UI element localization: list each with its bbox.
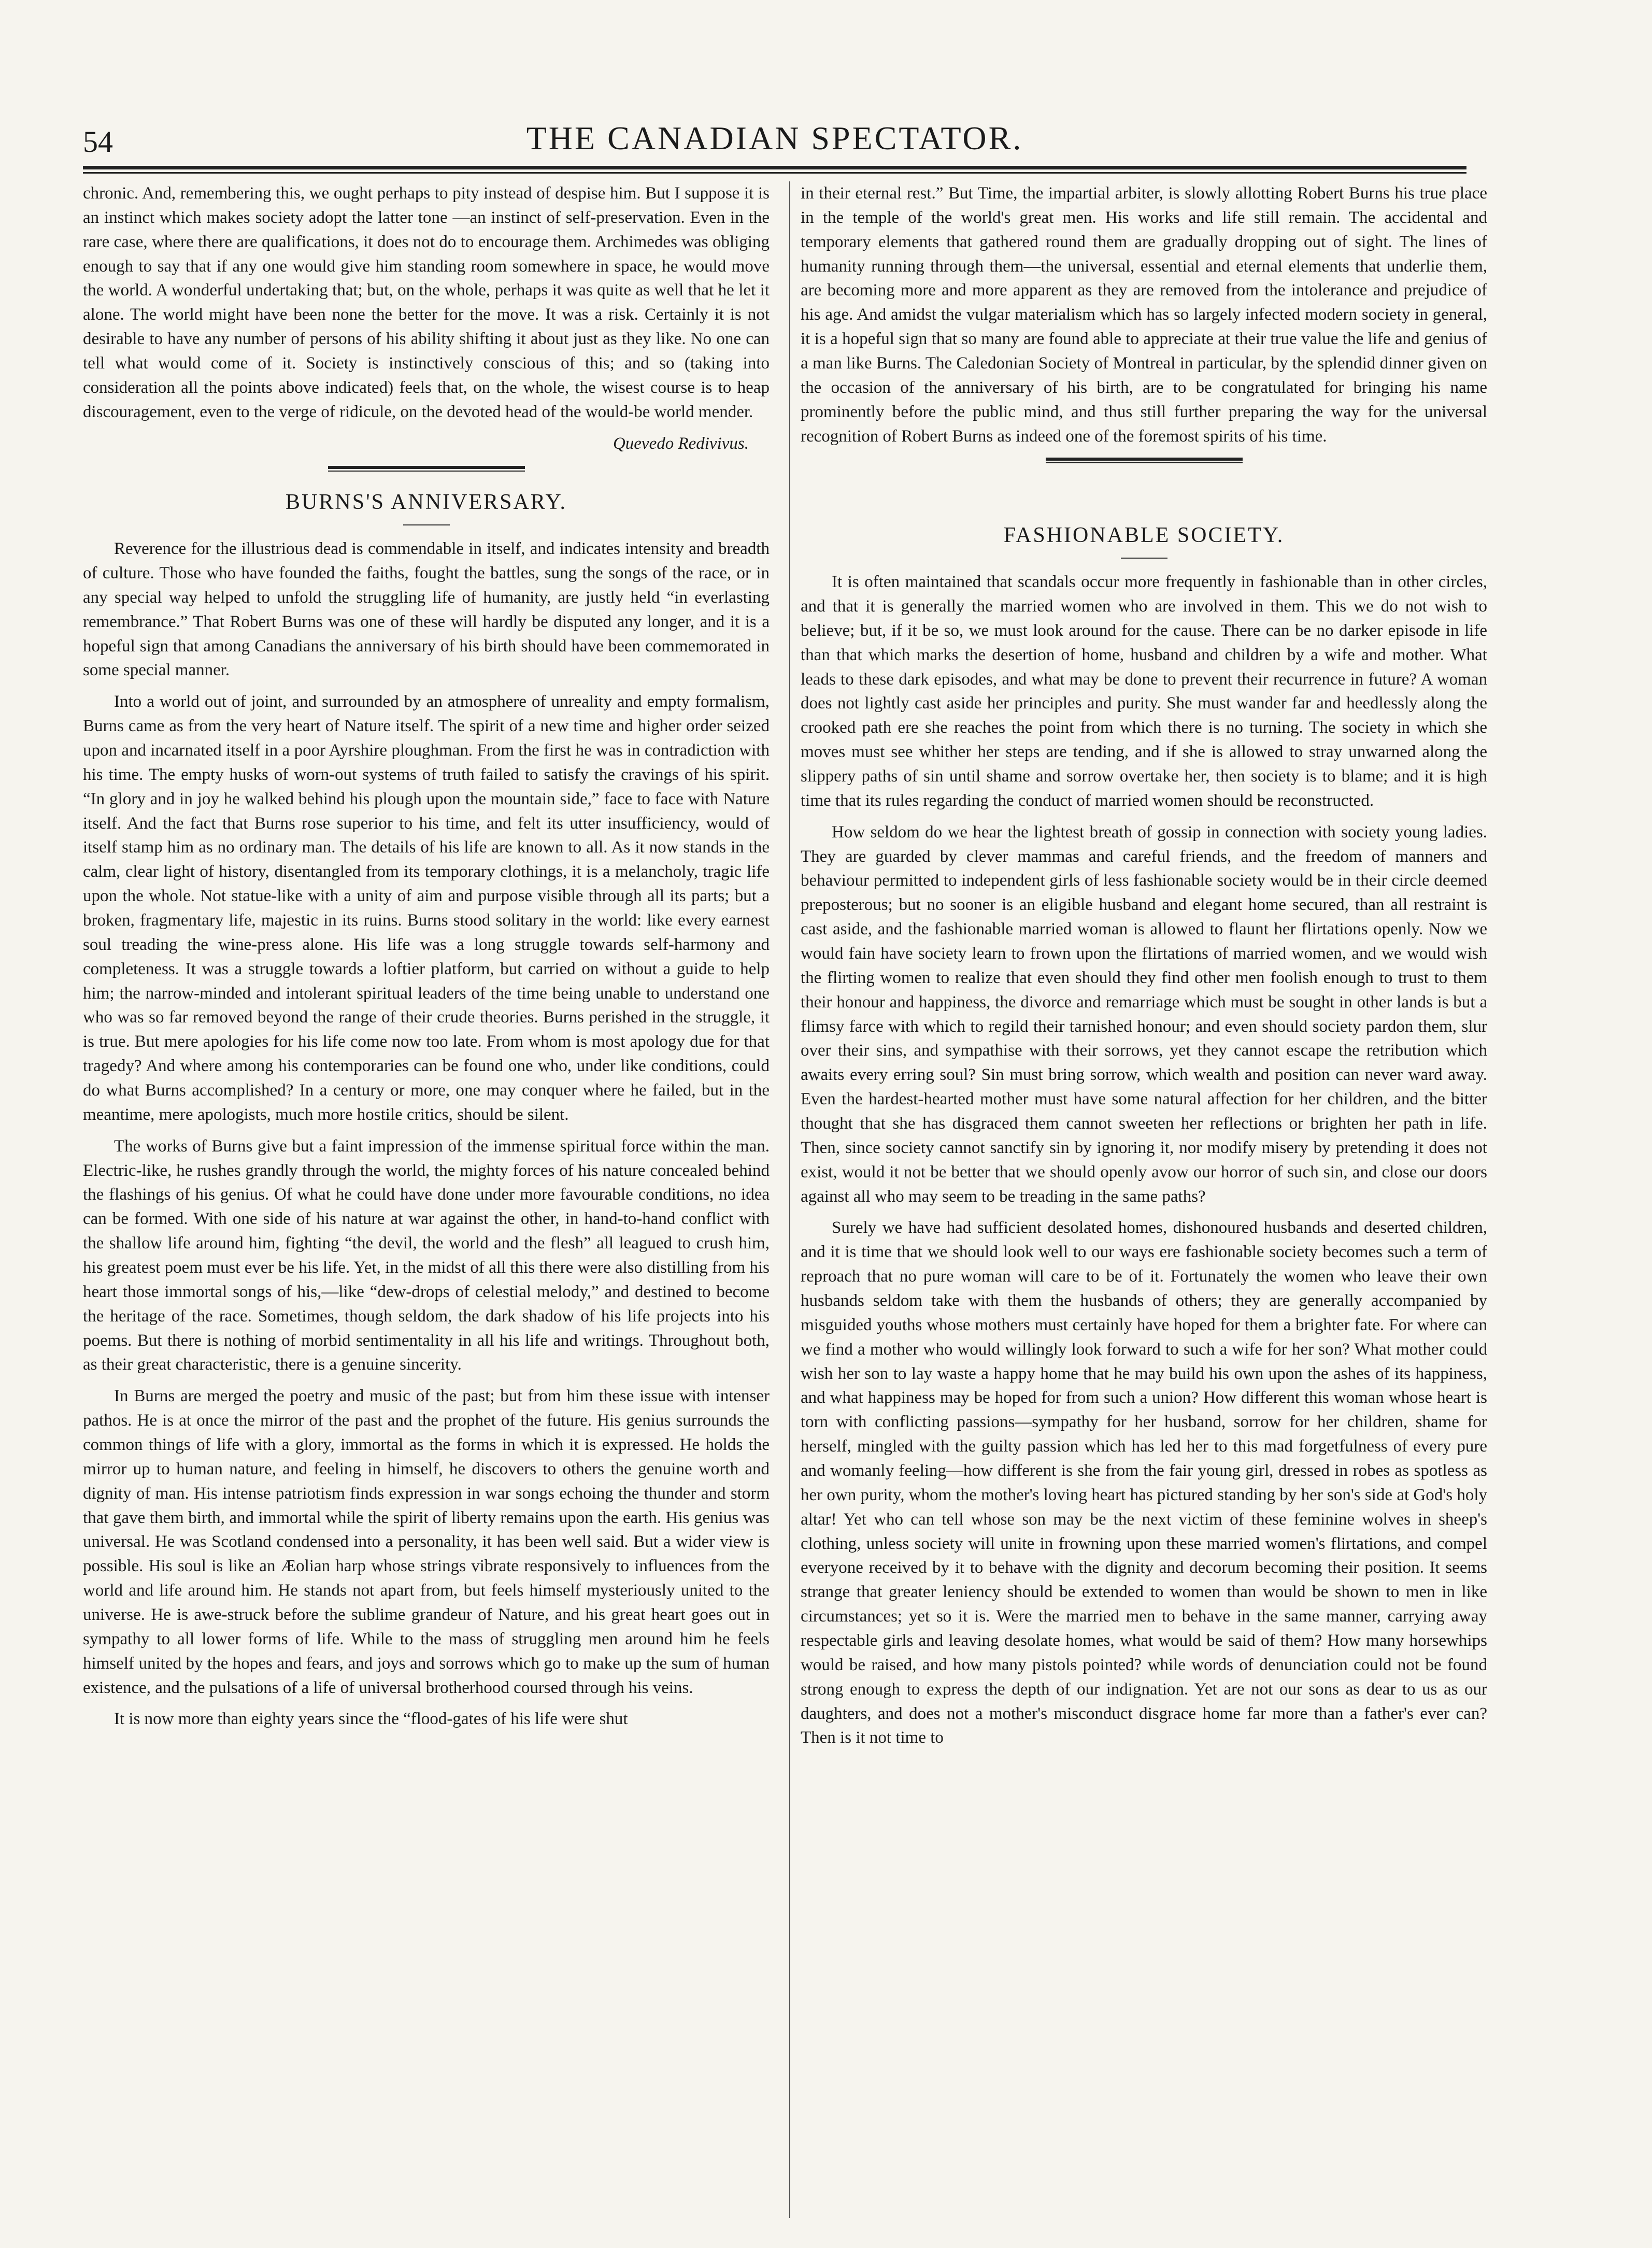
section-rule xyxy=(1046,458,1243,463)
column-divider xyxy=(789,181,790,2218)
continued-paragraph: in their eternal rest.” But Time, the impartial arbiter, is slowly allotting Robert Burns his true place in the temple of the world's great men. His works and life still remain. The accidental and temporary elements that gathered round them are gradually dropping out of sight. The lines of humanity running through them—the universal, essential and eternal elements that underlie them, are becoming more and more apparent as they are removed from the intolerance and prejudice of his age. And amidst the vulgar materialism which has so largely infected modern society in general, it is a hopeful sign that so many are found able to appreciate at their true value the life and genius of a man like Burns. The Caledonian Society of Montreal in particular, by the splendid dinner given on the occasion of the anniversary of his birth, are to be congratulated for bringing his name prominently before the public mind, and thus still further preparing the way for the universal recognition of Robert Burns as indeed one of the foremost spirits of his time. xyxy=(801,184,1487,446)
author-signature: Quevedo Redivivus. xyxy=(613,434,749,453)
page-number: 54 xyxy=(83,125,113,159)
paragraph: Surely we have had sufficient desolated homes, dishonoured husbands and deserted children, and it is time that we should look well to our ways ere fashionable society becomes such a term of reproach that no pure woman will care to be of it. Fortunately the women who leave their own husbands seldom take with them the husbands of others; they are generally accompanied by misguided youths whose mothers must certainly have hoped for them a brighter fate. For where can we find a mother who would willingly look forward to such a wife for her son? What mother could wish her son to lay waste a happy home that he may build his own upon the ashes of its happiness, and what happiness may be hoped for from such a union? How different this woman whose heart is torn with conflicting passions—sympathy for her husband, sorrow for her children, shame for herself, mingled with the guilty passion which has led her to this mad forgetfulness of every pure and womanly feeling—how different is she from the fair young girl, dressed in robes as spotless as her own purity, whom the mother's loving heart has pictured standing by her son's side at God's holy altar! Yet who can tell whose son may be the next victim of these feminine wolves in sheep's clothing, unless society will unite in frowning upon these married women's flirtations, and compel everyone received by it to behave with the dignity and decorum becoming their position. It seems strange that greater leniency should be extended to women than would be shown to men in like circumstances; yet so it is. Were the married men to behave in the same manner, carrying away respectable girls and leaving desolate homes, what would be said of them? How many horsewhips would be raised, and how many pistols pointed? while words of denunciation could not be found strong enough to express the depth of our indignation. Yet are not our sons as dear to us as our daughters, and does not a mother's misconduct disgrace home far more than a father's ever can? Then is it not time to xyxy=(801,1218,1487,1747)
header-rule xyxy=(83,166,1466,174)
journal-title: THE CANADIAN SPECTATOR. xyxy=(526,120,1023,156)
paragraph: It is now more than eighty years since the “flood-gates of his life were shut xyxy=(114,1710,628,1729)
section-title-fashionable: FASHIONABLE SOCIETY. xyxy=(1003,523,1285,548)
paragraph: The works of Burns give but a faint impression of the immense spiritual force within the man. Electric-like, he rushes grandly through the world, the mighty forces of his nature concealed behind the flashings of his genius. Of what he could have done under more favourable conditions, no idea can be formed. With one side of his nature at war against the other, in hand-to-hand conflict with the shallow life around him, fighting “the devil, the world and the flesh” all leagued to crush him, his greatest poem must ever be his life. Yet, in the midst of all this there were also distilling from his heart those immortal songs of his,—like “dew-drops of celestial melody,” and destined to become the heritage of the race. Sometimes, though seldom, the dark shadow of his life projects into his poems. But there is nothing of morbid sentimentality in all his life and writings. Throughout both, as their great characteristic, there is a genuine sincerity. xyxy=(83,1136,770,1374)
right-column xyxy=(801,181,1487,1757)
paragraph: Into a world out of joint, and surrounded by an atmosphere of unreality and empty formalism, Burns came as from the very heart of Nature itself. The spirit of a new time and higher order seized upon and incarnated itself in a poor Ayrshire ploughman. From the first he was in contradiction with his time. The empty husks of worn-out systems of truth failed to satisfy the cravings of his spirit. “In glory and in joy he walked behind his plough upon the mountain side,” face to face with Nature itself. And the fact that Burns rose superior to his time, and felt its utter insufficiency, would of itself stamp him as no ordinary man. The details of his life are known to all. As it now stands in the calm, clear light of history, disentangled from its temporary clothings, it is a melancholy, tragic life upon the whole. Not statue-like with a unity of aim and purpose visible through all its parts; but a broken, fragmentary life, majestic in its ruins. Burns stood solitary in the world: like every earnest soul treading the wine-press alone. His life was a long struggle towards self-harmony and completeness. It was a struggle towards a loftier platform, but carried on without a guide to help him; the narrow-minded and intolerant spiritual leaders of the time being unable to understand one who was so far removed beyond the range of their crude theories. Burns perished in the struggle, it is true. But mere apologies for his life come now too late. From whom is most apology due for that tragedy? And where among his contemporaries can be found one who, under like conditions, could do what Burns accomplished? In a century or more, one may conquer where he failed, but in the meantime, mere apologists, much more hostile critics, should be silent. xyxy=(83,692,770,1124)
section-spacer xyxy=(801,479,1487,515)
title-rule xyxy=(403,524,450,525)
title-rule xyxy=(1121,558,1167,559)
paragraph: How seldom do we hear the lightest breath of gossip in connection with society young ladies. They are guarded by clever mammas and careful friends, and the freedom of manners and behaviour permitted to independent girls of less fashionable society would be in their circle deemed preposterous; but no sooner is an eligible husband and elegant home secured, than all restraint is cast aside, and the fashionable married woman is allowed to flaunt her flirtations openly. Now we would fain have society learn to frown upon the flirtations of married women, and we would wish the flirting women to realize that even should they find other men foolish enough to trust to them their honour and happiness, the divorce and remarriage which must be sought in other lands is but a flimsy farce with which to regild their tarnished honour; and even should society pardon them, slur over their sins, and sympathise with their sorrows, yet they cannot escape the retribution which awaits every erring soul? Sin must bring sorrow, which wealth and position can never ward away. Even the hardest-hearted mother must have some natural affection for her children, and the bitter thought that she has disgraced them cannot sweeten her reflections or brighten her path in life. Then, since society cannot sanctify sin by ignoring it, nor modify misery by pretending it does not exist, would it not be better that we should openly avow our horror of such sin, and close our doors against all who may seem to be treading in the same paths? xyxy=(801,822,1487,1206)
section-title-burns: BURNS'S ANNIVERSARY. xyxy=(286,490,567,515)
continued-paragraph: chronic. And, remembering this, we ought perhaps to pity instead of despise him. But I suppose it is an instinct which makes society adopt the latter tone —an instinct of self-preservation. Even in the rare case, where there are qualifications, it does not do to encourage them. Archimedes was obliging enough to say that if any one would give him standing room somewhere in space, he would move the world. A wonderful undertaking that; but, on the whole, perhaps it was quite as well that he let it alone. The world might have been none the better for the move. It was a risk. Certainly it is not desirable to have any number of persons of his ability shifting it about just as they like. No one can tell what would come of it. Society is instinctively conscious of this; and so (taking into consideration all the points above indicated) feels that, on the whole, the wisest course is to heap discouragement, even to the verge of ridicule, on the devoted head of the would-be world mender. xyxy=(83,184,770,421)
left-column xyxy=(83,181,770,1739)
paragraph: In Burns are merged the poetry and music of the past; but from him these issue with intenser pathos. He is at once the mirror of the past and the prophet of the future. His genius surrounds the common things of life with a glory, immortal as the forms in which it is expressed. He holds the mirror up to human nature, and feeling in himself, he discovers to others the genuine worth and dignity of man. His intense patriotism finds expression in war songs echoing the thunder and storm that gave them birth, and immortal while the spirit of liberty remains upon the earth. His genius was universal. He was Scotland condensed into a personality, it has been well said. But a wider view is possible. His soul is like an Æolian harp whose strings vibrate responsively to influences from the world and life around him. He stands not apart from, but feels himself mysteriously united to the universe. He is awe-struck before the sublime grandeur of Nature, and his great heart goes out in sympathy to all lower forms of life. While to the mass of struggling men around him he feels himself united by the hopes and fears, and joys and sorrows which go to make up the sum of human existence, and the pulsations of a life of universal brotherhood coursed through his veins. xyxy=(83,1387,770,1697)
page-header xyxy=(83,114,1466,166)
paragraph: Reverence for the illustrious dead is commendable in itself, and indicates intensity and breadth of culture. Those who have founded the faiths, fought the battles, sung the songs of the race, or in any special way helped to unfold the struggling life of humanity, are justly held “in everlasting remembrance.” That Robert Burns was one of these will hardly be disputed any longer, and it is a hopeful sign that among Canadians the anniversary of his birth should have been commemorated in some special manner. xyxy=(83,539,770,680)
paragraph: It is often maintained that scandals occur more frequently in fashionable than in other circles, and that it is generally the married women who are involved in them. This we do not wish to believe; but, if it be so, we must look around for the cause. There can be no darker episode in life than that which marks the desertion of home, husband and children by a wife and mother. What leads to these dark episodes, and what may be done to prevent their recurrence in future? A woman does not lightly cast aside her principles and purity. She must wander far and heedlessly along the crooked path ere she reaches the point from which there is no turning. The society in which she moves must see whither her steps are tending, and if she is allowed to stray unwarned along the slippery paths of sin until shame and sorrow overtake her, then society is to blame; and it is high time that its rules regarding the conduct of married women should be reconstructed. xyxy=(801,573,1487,810)
section-rule xyxy=(328,466,525,472)
